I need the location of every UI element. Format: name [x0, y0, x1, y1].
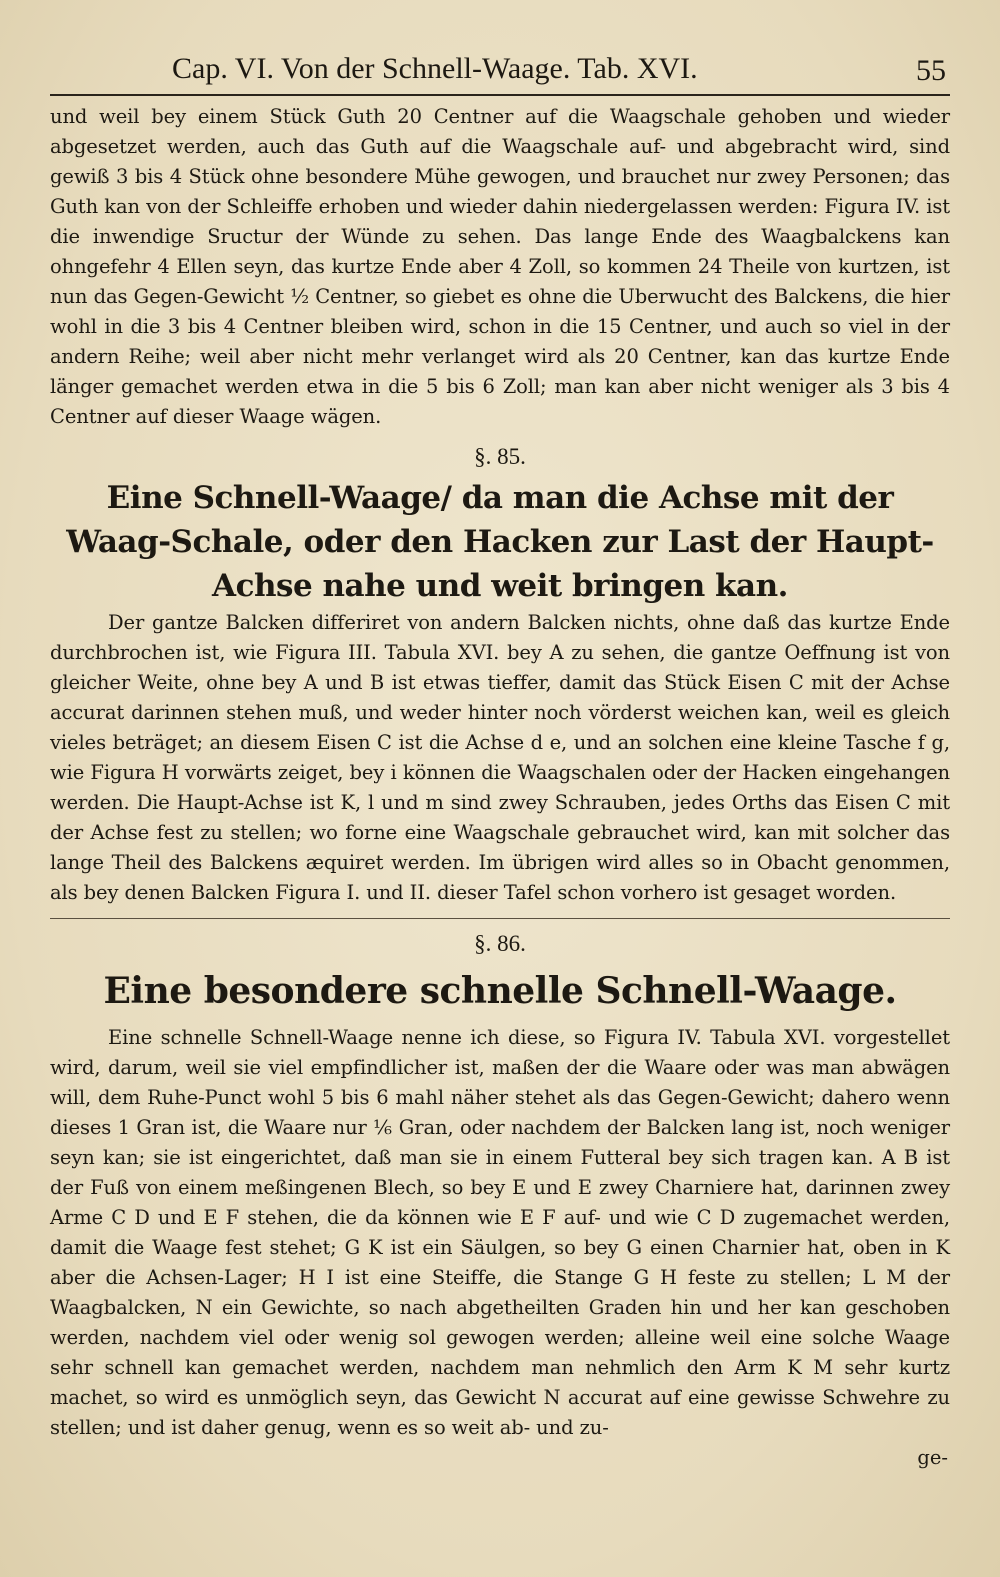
section-heading-85: Eine Schnell-Waage/ da man die Achse mit der Waag-Schale, oder den Hacken zur Last der Haupt-Achse nahe und weit bringen kan.	[66, 480, 934, 604]
section-divider	[50, 918, 950, 919]
section-heading-86: Eine besondere schnelle Schnell-Waage.	[103, 970, 897, 1012]
paragraph-85: Der gantze Balcken differiret von andern Balcken nichts, ohne daß das kurtze Ende durchbrochen ist, wie Figura III. Tabula XVI. bey A zu sehen, die gantze Oeffnung ist von gleicher Weite, ohne bey A und B ist etwas tieffer, damit das Stück Eisen C mit der Achse accurat darinnen stehen muß, und weder hinter noch vörderst weichen kan, weil es gleich vieles beträget; an diesem Eisen C ist die Achse d e, und an solchen eine kleine Tasche f g, wie Figura H vorwärts zeiget, bey i können die Waagschalen oder der Hacken eingehangen werden. Die Haupt-Achse ist K, l und m sind zwey Schrauben, jedes Orths das Eisen C mit der Achse fest zu stellen; wo forne eine Waagschale gebrauchet wird, kan mit solcher das lange Theil des Balckens æquiret werden. Im übrigen wird alles so in Obacht genommen, als bey denen Balcken Figura I. und II. dieser Tafel schon vorhero ist gesaget worden.	[50, 611, 950, 904]
section-number-86: §. 86.	[474, 931, 526, 956]
body-text	[50, 102, 950, 1473]
catchword: ge-	[917, 1446, 948, 1469]
section-number-85: §. 85.	[474, 444, 526, 469]
running-head	[50, 44, 950, 96]
page-number: 55	[916, 54, 946, 87]
running-title: Cap. VI. Von der Schnell-Waage. Tab. XVI.	[172, 52, 698, 85]
paragraph-intro: und weil bey einem Stück Guth 20 Centner auf die Waagschale gehoben und wieder abgesetzet werden, auch das Guth auf die Waagschale auf- und abgebracht wird, sind gewiß 3 bis 4 Stück ohne besondere Mühe gewogen, und brauchet nur zwey Personen; das Guth kan von der Schleiffe erhoben und wieder dahin niedergelassen werden: Figura IV. ist die inwendige Sructur der Wünde zu sehen. Das lange Ende des Waagbalckens kan ohngefehr 4 Ellen seyn, das kurtze Ende aber 4 Zoll, so kommen 24 Theile von kurtzen, ist nun das Gegen-Gewicht ½ Centner, so giebet es ohne die Uberwucht des Balckens, die hier wohl in die 3 bis 4 Centner bleiben wird, schon in die 15 Centner, und auch so viel in der andern Reihe; weil aber nicht mehr verlanget wird als 20 Centner, kan das kurtze Ende länger gemachet werden etwa in die 5 bis 6 Zoll; man kan aber nicht weniger als 3 bis 4 Centner auf dieser Waage wägen.	[50, 105, 950, 428]
paragraph-86: Eine schnelle Schnell-Waage nenne ich diese, so Figura IV. Tabula XVI. vorgestellet wird, darum, weil sie viel empfindlicher ist, maßen der die Waare oder was man abwägen will, dem Ruhe-Punct wohl 5 bis 6 mahl näher stehet als das Gegen-Gewicht; dahero wenn dieses 1 Gran ist, die Waare nur ⅙ Gran, oder nachdem der Balcken lang ist, noch weniger seyn kan; sie ist eingerichtet, daß man sie in einem Futteral bey sich tragen kan. A B ist der Fuß von einem meßingenen Blech, so bey E und E zwey Charniere hat, darinnen zwey Arme C D und E F stehen, die da können wie E F auf- und wie C D zugemachet werden, damit die Waage fest stehet; G K ist ein Säulgen, so bey G einen Charnier hat, oben in K aber die Achsen-Lager; H I ist eine Steiffe, die Stange G H feste zu stellen; L M der Waagbalcken, N ein Gewichte, so nach abgetheilten Graden hin und her kan geschoben werden, nachdem viel oder wenig sol gewogen werden; alleine weil eine solche Waage sehr schnell kan gemachet werden, nachdem man nehmlich den Arm K M sehr kurtz machet, so wird es unmöglich seyn, das Gewicht N accurat auf eine gewisse Schwehre zu stellen; und ist daher genug, wenn es so weit ab- und zu-	[50, 1026, 950, 1439]
